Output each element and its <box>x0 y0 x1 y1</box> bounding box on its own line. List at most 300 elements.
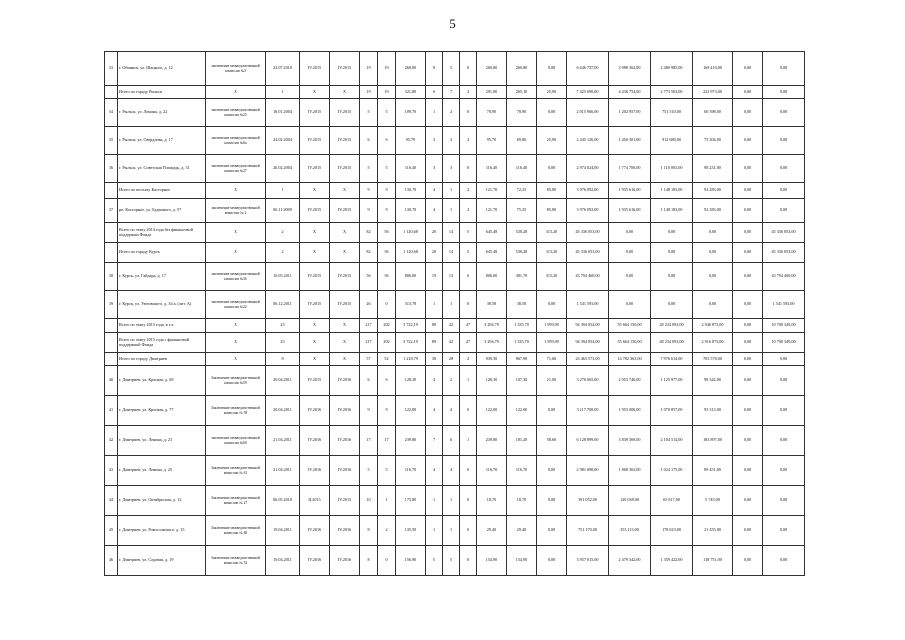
cell-s3: 1 148 183,00 <box>651 199 693 223</box>
cell-s5: 0,00 <box>733 546 763 576</box>
cell-area: 175,80 <box>396 486 426 516</box>
cell-s3: 28 234 093,00 <box>651 319 693 333</box>
cell-a2: 116,40 <box>507 155 537 183</box>
cell-d1: 8 <box>266 353 300 366</box>
cell-address: г. Дмитриев, ул. Красная, д. 77 <box>118 396 206 426</box>
cell-r3: 0 <box>460 291 477 319</box>
cell-s4: 2 916 873,00 <box>693 333 733 353</box>
cell-s2: 2 053 746,00 <box>609 366 651 396</box>
cell-s1: 6 646 757,00 <box>567 52 609 86</box>
cell-d1: 26.02.2004 <box>266 155 300 183</box>
cell-s2: 2 479 342,00 <box>609 546 651 576</box>
cell-s1: 3 957 015,00 <box>567 546 609 576</box>
cell-q2: X <box>330 243 360 263</box>
cell-p2: 9 <box>378 183 396 199</box>
cell-p2: 52 <box>378 353 396 366</box>
cell-s5: 0,00 <box>733 223 763 243</box>
cell-d1: 06.05.2010 <box>266 486 300 516</box>
cell-s6: 0,00 <box>763 155 805 183</box>
cell-doc: заключение межведомственной комиссии №3 <box>206 52 266 86</box>
cell-doc: заключение межведомственной комиссии №60 <box>206 426 266 456</box>
cell-s3: 1 125 977,00 <box>651 366 693 396</box>
cell-a3: 71,60 <box>537 353 567 366</box>
cell-s3: 65 817,00 <box>651 486 693 516</box>
cell-r1: 1 <box>426 516 443 546</box>
cell-area: 260,80 <box>396 52 426 86</box>
cell-s3: 1 148 183,00 <box>651 183 693 199</box>
cell-q2: X <box>330 353 360 366</box>
cell-s1: 191 052,00 <box>567 486 609 516</box>
cell-p1: 19 <box>360 86 378 99</box>
table-row <box>105 243 805 263</box>
table-row <box>105 291 805 319</box>
cell-area: 135,50 <box>396 516 426 546</box>
cell-s1: 751 170,00 <box>567 516 609 546</box>
cell-r1: 7 <box>426 426 443 456</box>
cell-a2: 107,30 <box>507 366 537 396</box>
cell-s1: 6 128 899,00 <box>567 426 609 456</box>
cell-p2: 5 <box>378 99 396 127</box>
cell-a3: 85,80 <box>537 199 567 223</box>
cell-a1: 121,70 <box>477 199 507 223</box>
cell-q2: IV.2016 <box>330 516 360 546</box>
cell-s4: 98 231,00 <box>693 155 733 183</box>
cell-d1: 21.04.2011 <box>266 456 300 486</box>
cell-r3: 1 <box>460 366 477 396</box>
cell-r2: 6 <box>443 426 460 456</box>
cell-address: г. Дмитриев, ул. Ленина, д. 25 <box>118 456 206 486</box>
cell-address: г. Дмитриев, ул. Садовая, д. 19 <box>118 546 206 576</box>
cell-s1: 3 276 065,00 <box>567 366 609 396</box>
cell-area: 3 722,19 <box>396 319 426 333</box>
cell-s4: 703 578,00 <box>693 353 733 366</box>
cell-s1: 3 976 092,00 <box>567 199 609 223</box>
cell-doc: Заключение межведомственной комиссии №59 <box>206 366 266 396</box>
cell-s4: 93 313,00 <box>693 396 733 426</box>
cell-q1: IV.2015 <box>300 263 330 291</box>
cell-s6: 0,00 <box>763 546 805 576</box>
cell-s4: 92 283,00 <box>693 183 733 199</box>
cell-r2: 2 <box>443 366 460 396</box>
cell-doc: заключение межведомственной комиссии №6а <box>206 127 266 155</box>
cell-r2: 13 <box>443 263 460 291</box>
cell-r3: 0 <box>460 99 477 127</box>
cell-address: г. Курск, ул. Уютовского, д. 34 а, (лит. А) <box>118 291 206 319</box>
cell-d1: 16.05.2011 <box>266 263 300 291</box>
cell-area: 122,00 <box>396 396 426 426</box>
table-row <box>105 456 805 486</box>
page-number: 5 <box>449 16 456 31</box>
cell-q1: IV.2016 <box>300 396 330 426</box>
cell-r3: 1 <box>460 426 477 456</box>
cell-p2: 5 <box>378 155 396 183</box>
cell-s4: 169 410,00 <box>693 52 733 86</box>
cell-address: г. Рыльск, ул. Советская Площадь, д. 31 <box>118 155 206 183</box>
cell-q2: X <box>330 319 360 333</box>
cell-no: 41 <box>105 396 118 426</box>
cell-s1: 2 445 126,00 <box>567 127 609 155</box>
cell-s2: 1 202 957,00 <box>609 99 651 127</box>
cell-r3: 2 <box>460 183 477 199</box>
cell-p1: 5 <box>360 456 378 486</box>
cell-p1: 9 <box>360 183 378 199</box>
cell-q2: X <box>330 333 360 353</box>
table-row <box>105 86 805 99</box>
cell-address: г. Рыльск, ул. Свердлова, д. 17 <box>118 127 206 155</box>
cell-s2: 353 113,00 <box>609 516 651 546</box>
cell-s2: 1 953 000,00 <box>609 396 651 426</box>
cell-r3: 0 <box>460 396 477 426</box>
cell-r1: 30 <box>426 353 443 366</box>
cell-a1: 121,70 <box>477 183 507 199</box>
cell-r1: 8 <box>426 52 443 86</box>
cell-p2: 17 <box>378 426 396 456</box>
cell-a1: 128,30 <box>477 366 507 396</box>
cell-s5: 0,00 <box>733 319 763 333</box>
cell-r3: 2 <box>460 127 477 155</box>
cell-r1: 6 <box>426 86 443 99</box>
cell-s5: 0,00 <box>733 396 763 426</box>
cell-r2: 5 <box>443 546 460 576</box>
cell-no <box>105 353 118 366</box>
cell-address: г. Дмитриев, ул. Рокоссовского, д. 15 <box>118 516 206 546</box>
cell-a2: 530,28 <box>507 223 537 243</box>
cell-a1: 3 294,79 <box>477 333 507 353</box>
cell-s4: 60 398,00 <box>693 99 733 127</box>
cell-no: 39 <box>105 291 118 319</box>
cell-r1: 4 <box>426 366 443 396</box>
cell-a2: 72,25 <box>507 183 537 199</box>
cell-p1: 57 <box>360 353 378 366</box>
cell-doc: X <box>206 223 266 243</box>
cell-p1: 9 <box>360 199 378 223</box>
cell-no <box>105 333 118 353</box>
table-row <box>105 426 805 456</box>
cell-a2: 29,40 <box>507 516 537 546</box>
cell-s5: 0,00 <box>733 99 763 127</box>
cell-d1: 20.04.2011 <box>266 396 300 426</box>
cell-q1: IV.2015 <box>300 52 330 86</box>
cell-d1: 1 <box>266 86 300 99</box>
cell-q2: IV.2016 <box>330 366 360 396</box>
cell-q1: IV.2015 <box>300 99 330 127</box>
cell-q1: X <box>300 243 330 263</box>
cell-q1: IV.2016 <box>300 426 330 456</box>
cell-s6: 0,00 <box>763 52 805 86</box>
cell-r2: 28 <box>443 353 460 366</box>
cell-s5: 0,00 <box>733 52 763 86</box>
cell-q2: X <box>330 223 360 243</box>
cell-q1: IV.2016 <box>300 516 330 546</box>
cell-s4: 89 451,00 <box>693 456 733 486</box>
cell-q1: IV.2016 <box>300 456 330 486</box>
cell-q2: IV.2016 <box>330 456 360 486</box>
cell-s5: 0,00 <box>733 333 763 353</box>
cell-area: 128,30 <box>396 366 426 396</box>
cell-r1: 3 <box>426 127 443 155</box>
cell-r2: 2 <box>443 99 460 127</box>
cell-r3: 0 <box>460 456 477 486</box>
cell-p2: 0 <box>378 291 396 319</box>
cell-area: 116,40 <box>396 155 426 183</box>
cell-s6: 0,00 <box>763 99 805 127</box>
cell-r1: 4 <box>426 183 443 199</box>
cell-r2: 14 <box>443 223 460 243</box>
cell-s4: 98 342,00 <box>693 366 733 396</box>
cell-s2: 0,00 <box>609 291 651 319</box>
cell-d1: 19.04.2011 <box>266 516 300 546</box>
cell-p2: 6 <box>378 127 396 155</box>
cell-area: 116,70 <box>396 456 426 486</box>
cell-r3: 0 <box>460 516 477 546</box>
cell-a2: 154,90 <box>507 546 537 576</box>
cell-s6: 0,00 <box>763 199 805 223</box>
cell-p1: 6 <box>360 127 378 155</box>
cell-no: 35 <box>105 127 118 155</box>
cell-d1: 23.07.2010 <box>266 52 300 86</box>
cell-r2: 1 <box>443 183 460 199</box>
cell-address: Итого по городу Рыльск <box>118 86 206 99</box>
cell-s1: 94 394 054,00 <box>567 333 609 353</box>
cell-a1: 18,70 <box>477 486 507 516</box>
cell-d1: 06.12.2011 <box>266 291 300 319</box>
cell-area: 1 120,68 <box>396 243 426 263</box>
table-row <box>105 319 805 333</box>
cell-s4: 92 283,00 <box>693 199 733 223</box>
cell-q1: X <box>300 86 330 99</box>
cell-a3: 0,00 <box>537 486 567 516</box>
cell-q2: IV.2016 <box>330 396 360 426</box>
cell-p1: 19 <box>360 52 378 86</box>
cell-p1: 82 <box>360 223 378 243</box>
cell-a3: 1 959,09 <box>537 333 567 353</box>
cell-doc: Заключение межведомственной комиссии № 52 <box>206 546 266 576</box>
cell-p1: 10 <box>360 486 378 516</box>
cell-s6: 0,00 <box>763 516 805 546</box>
cell-s5: 0,00 <box>733 353 763 366</box>
cell-address: Итого по поселку Касторное <box>118 183 206 199</box>
cell-q2: X <box>330 183 360 199</box>
cell-p1: 5 <box>360 99 378 127</box>
cell-a2: 260,80 <box>507 52 537 86</box>
cell-a1: 645,48 <box>477 223 507 243</box>
cell-r2: 4 <box>443 456 460 486</box>
cell-r1: 4 <box>426 199 443 223</box>
cell-a1: 95,70 <box>477 127 507 155</box>
table-row <box>105 183 805 199</box>
cell-a3: 0,00 <box>537 99 567 127</box>
cell-s6: 0,00 <box>763 86 805 99</box>
cell-q2: X <box>330 86 360 99</box>
cell-p2: 56 <box>378 243 396 263</box>
cell-p2: 2 <box>378 516 396 546</box>
cell-p1: 17 <box>360 426 378 456</box>
cell-q1: II.2015 <box>300 486 330 516</box>
cell-s2: 55 664 150,00 <box>609 333 651 353</box>
cell-s4: 222 973,00 <box>693 86 733 99</box>
cell-s5: 0,00 <box>733 291 763 319</box>
cell-s6: 0,00 <box>763 353 805 366</box>
cell-doc: X <box>206 183 266 199</box>
cell-no: 36 <box>105 155 118 183</box>
cell-address: г. Дмитриев, ул. Октябрьская, д. 12 <box>118 486 206 516</box>
cell-a3: 0,00 <box>537 516 567 546</box>
table-row <box>105 199 805 223</box>
cell-r2: 1 <box>443 199 460 223</box>
cell-area: 1 120,68 <box>396 223 426 243</box>
cell-a3: 313,20 <box>537 223 567 243</box>
cell-address: Итого по городу Дмитриев <box>118 353 206 366</box>
cell-s3: 912 680,00 <box>651 127 693 155</box>
cell-no: 43 <box>105 456 118 486</box>
cell-s2: 55 664 150,00 <box>609 319 651 333</box>
cell-s2: 1 456 301,00 <box>609 127 651 155</box>
cell-doc: X <box>206 353 266 366</box>
cell-s1: 45 336 053,00 <box>567 243 609 263</box>
cell-q1: X <box>300 319 330 333</box>
cell-q1: IV.2015 <box>300 199 330 223</box>
table-row <box>105 516 805 546</box>
cell-doc: X <box>206 86 266 99</box>
cell-a2: 78,90 <box>507 99 537 127</box>
cell-s6: 0,00 <box>763 486 805 516</box>
cell-area: 313,78 <box>396 291 426 319</box>
table-row <box>105 99 805 127</box>
cell-s5: 0,00 <box>733 183 763 199</box>
cell-r2: 5 <box>443 52 460 86</box>
cell-area: 239,80 <box>396 426 426 456</box>
cell-a1: 291,00 <box>477 86 507 99</box>
cell-p1: 82 <box>360 243 378 263</box>
table-row <box>105 333 805 353</box>
cell-q2: IV.2015 <box>330 199 360 223</box>
table-row <box>105 396 805 426</box>
cell-q1: X <box>300 223 330 243</box>
cell-no <box>105 319 118 333</box>
cell-a3: 0,00 <box>537 291 567 319</box>
cell-s3: 1 070 857,00 <box>651 396 693 426</box>
cell-s1: 45 336 053,00 <box>567 223 609 243</box>
cell-q2: IV.2015 <box>330 486 360 516</box>
cell-s2: 0,00 <box>609 263 651 291</box>
cell-no <box>105 86 118 99</box>
cell-address: рп. Касторное, ул. Буденного, д. 57 <box>118 199 206 223</box>
cell-s3: 1 359 422,00 <box>651 546 693 576</box>
cell-a1: 645,48 <box>477 243 507 263</box>
cell-no: 44 <box>105 486 118 516</box>
cell-p1: 217 <box>360 319 378 333</box>
cell-r1: 1 <box>426 291 443 319</box>
cell-s2: 14 782 363,00 <box>609 353 651 366</box>
cell-p2: 202 <box>378 319 396 333</box>
cell-s4: 5 745,00 <box>693 486 733 516</box>
cell-d1: 18.01.2004 <box>266 99 300 127</box>
cell-r2: 4 <box>443 396 460 426</box>
cell-p1: 56 <box>360 263 378 291</box>
cell-p1: 217 <box>360 333 378 353</box>
cell-p2: 6 <box>378 366 396 396</box>
cell-s5: 0,00 <box>733 263 763 291</box>
cell-a2: 491,70 <box>507 263 537 291</box>
cell-s4: 0,00 <box>693 243 733 263</box>
cell-p2: 1 <box>378 486 396 516</box>
cell-s6: 45 336 053,00 <box>763 223 805 243</box>
cell-s3: 0,00 <box>651 291 693 319</box>
cell-p1: 26 <box>360 291 378 319</box>
cell-s3: 2 104 514,00 <box>651 426 693 456</box>
cell-s3: 1 024 175,00 <box>651 456 693 486</box>
resettlement-table <box>104 51 805 576</box>
cell-p2: 56 <box>378 263 396 291</box>
cell-no: 46 <box>105 546 118 576</box>
cell-r2: 14 <box>443 243 460 263</box>
cell-r3: 2 <box>460 199 477 223</box>
cell-s1: 23 463 573,00 <box>567 353 609 366</box>
cell-r2: 3 <box>443 155 460 183</box>
cell-s6: 10 700 349,00 <box>763 333 805 353</box>
table-row <box>105 127 805 155</box>
cell-doc: X <box>206 333 266 353</box>
cell-q2: IV.2016 <box>330 546 360 576</box>
cell-no <box>105 183 118 199</box>
cell-r3: 2 <box>460 86 477 99</box>
cell-q1: X <box>300 353 330 366</box>
cell-r2: 42 <box>443 333 460 353</box>
cell-s2: 1 935 616,00 <box>609 199 651 223</box>
cell-d1: 24.02.2004 <box>266 127 300 155</box>
cell-a2: 530,28 <box>507 243 537 263</box>
cell-s2: 120 048,00 <box>609 486 651 516</box>
cell-d1: 19.04.2011 <box>266 546 300 576</box>
cell-s3: 28 234 093,00 <box>651 333 693 353</box>
cell-p1: 8 <box>360 546 378 576</box>
cell-a1: 116,40 <box>477 155 507 183</box>
cell-s5: 0,00 <box>733 199 763 223</box>
cell-r2: 1 <box>443 486 460 516</box>
cell-a3: 315,20 <box>537 263 567 291</box>
table-row <box>105 155 805 183</box>
cell-q2: IV.2015 <box>330 52 360 86</box>
cell-address: Всего по этапу 2015 года с финансовой поддержкой Фонда <box>118 333 206 353</box>
cell-s6: 10 700 349,00 <box>763 319 805 333</box>
cell-r1: 89 <box>426 333 443 353</box>
cell-a3: 21,00 <box>537 366 567 396</box>
cell-p2: 5 <box>378 456 396 486</box>
cell-a3: 0,00 <box>537 546 567 576</box>
cell-s5: 0,00 <box>733 366 763 396</box>
cell-d1: 23 <box>266 333 300 353</box>
cell-a1: 116,70 <box>477 456 507 486</box>
table-row <box>105 52 805 86</box>
cell-r1: 19 <box>426 263 443 291</box>
cell-q2: IV.2015 <box>330 291 360 319</box>
cell-r3: 6 <box>460 263 477 291</box>
table-row <box>105 353 805 366</box>
cell-a3: 313,20 <box>537 243 567 263</box>
cell-p1: 6 <box>360 366 378 396</box>
cell-area: 156,90 <box>396 546 426 576</box>
cell-r3: 0 <box>460 546 477 576</box>
cell-a2: 1 335,70 <box>507 333 537 353</box>
cell-s3: 7 976 614,00 <box>651 353 693 366</box>
cell-s3: 0,00 <box>651 263 693 291</box>
cell-doc: Заключение межведомственной комиссии № 61 <box>206 456 266 486</box>
cell-p2: 19 <box>378 86 396 99</box>
cell-r1: 4 <box>426 396 443 426</box>
cell-s6: 0,00 <box>763 183 805 199</box>
cell-q2: IV.2016 <box>330 426 360 456</box>
cell-q2: IV.2015 <box>330 127 360 155</box>
